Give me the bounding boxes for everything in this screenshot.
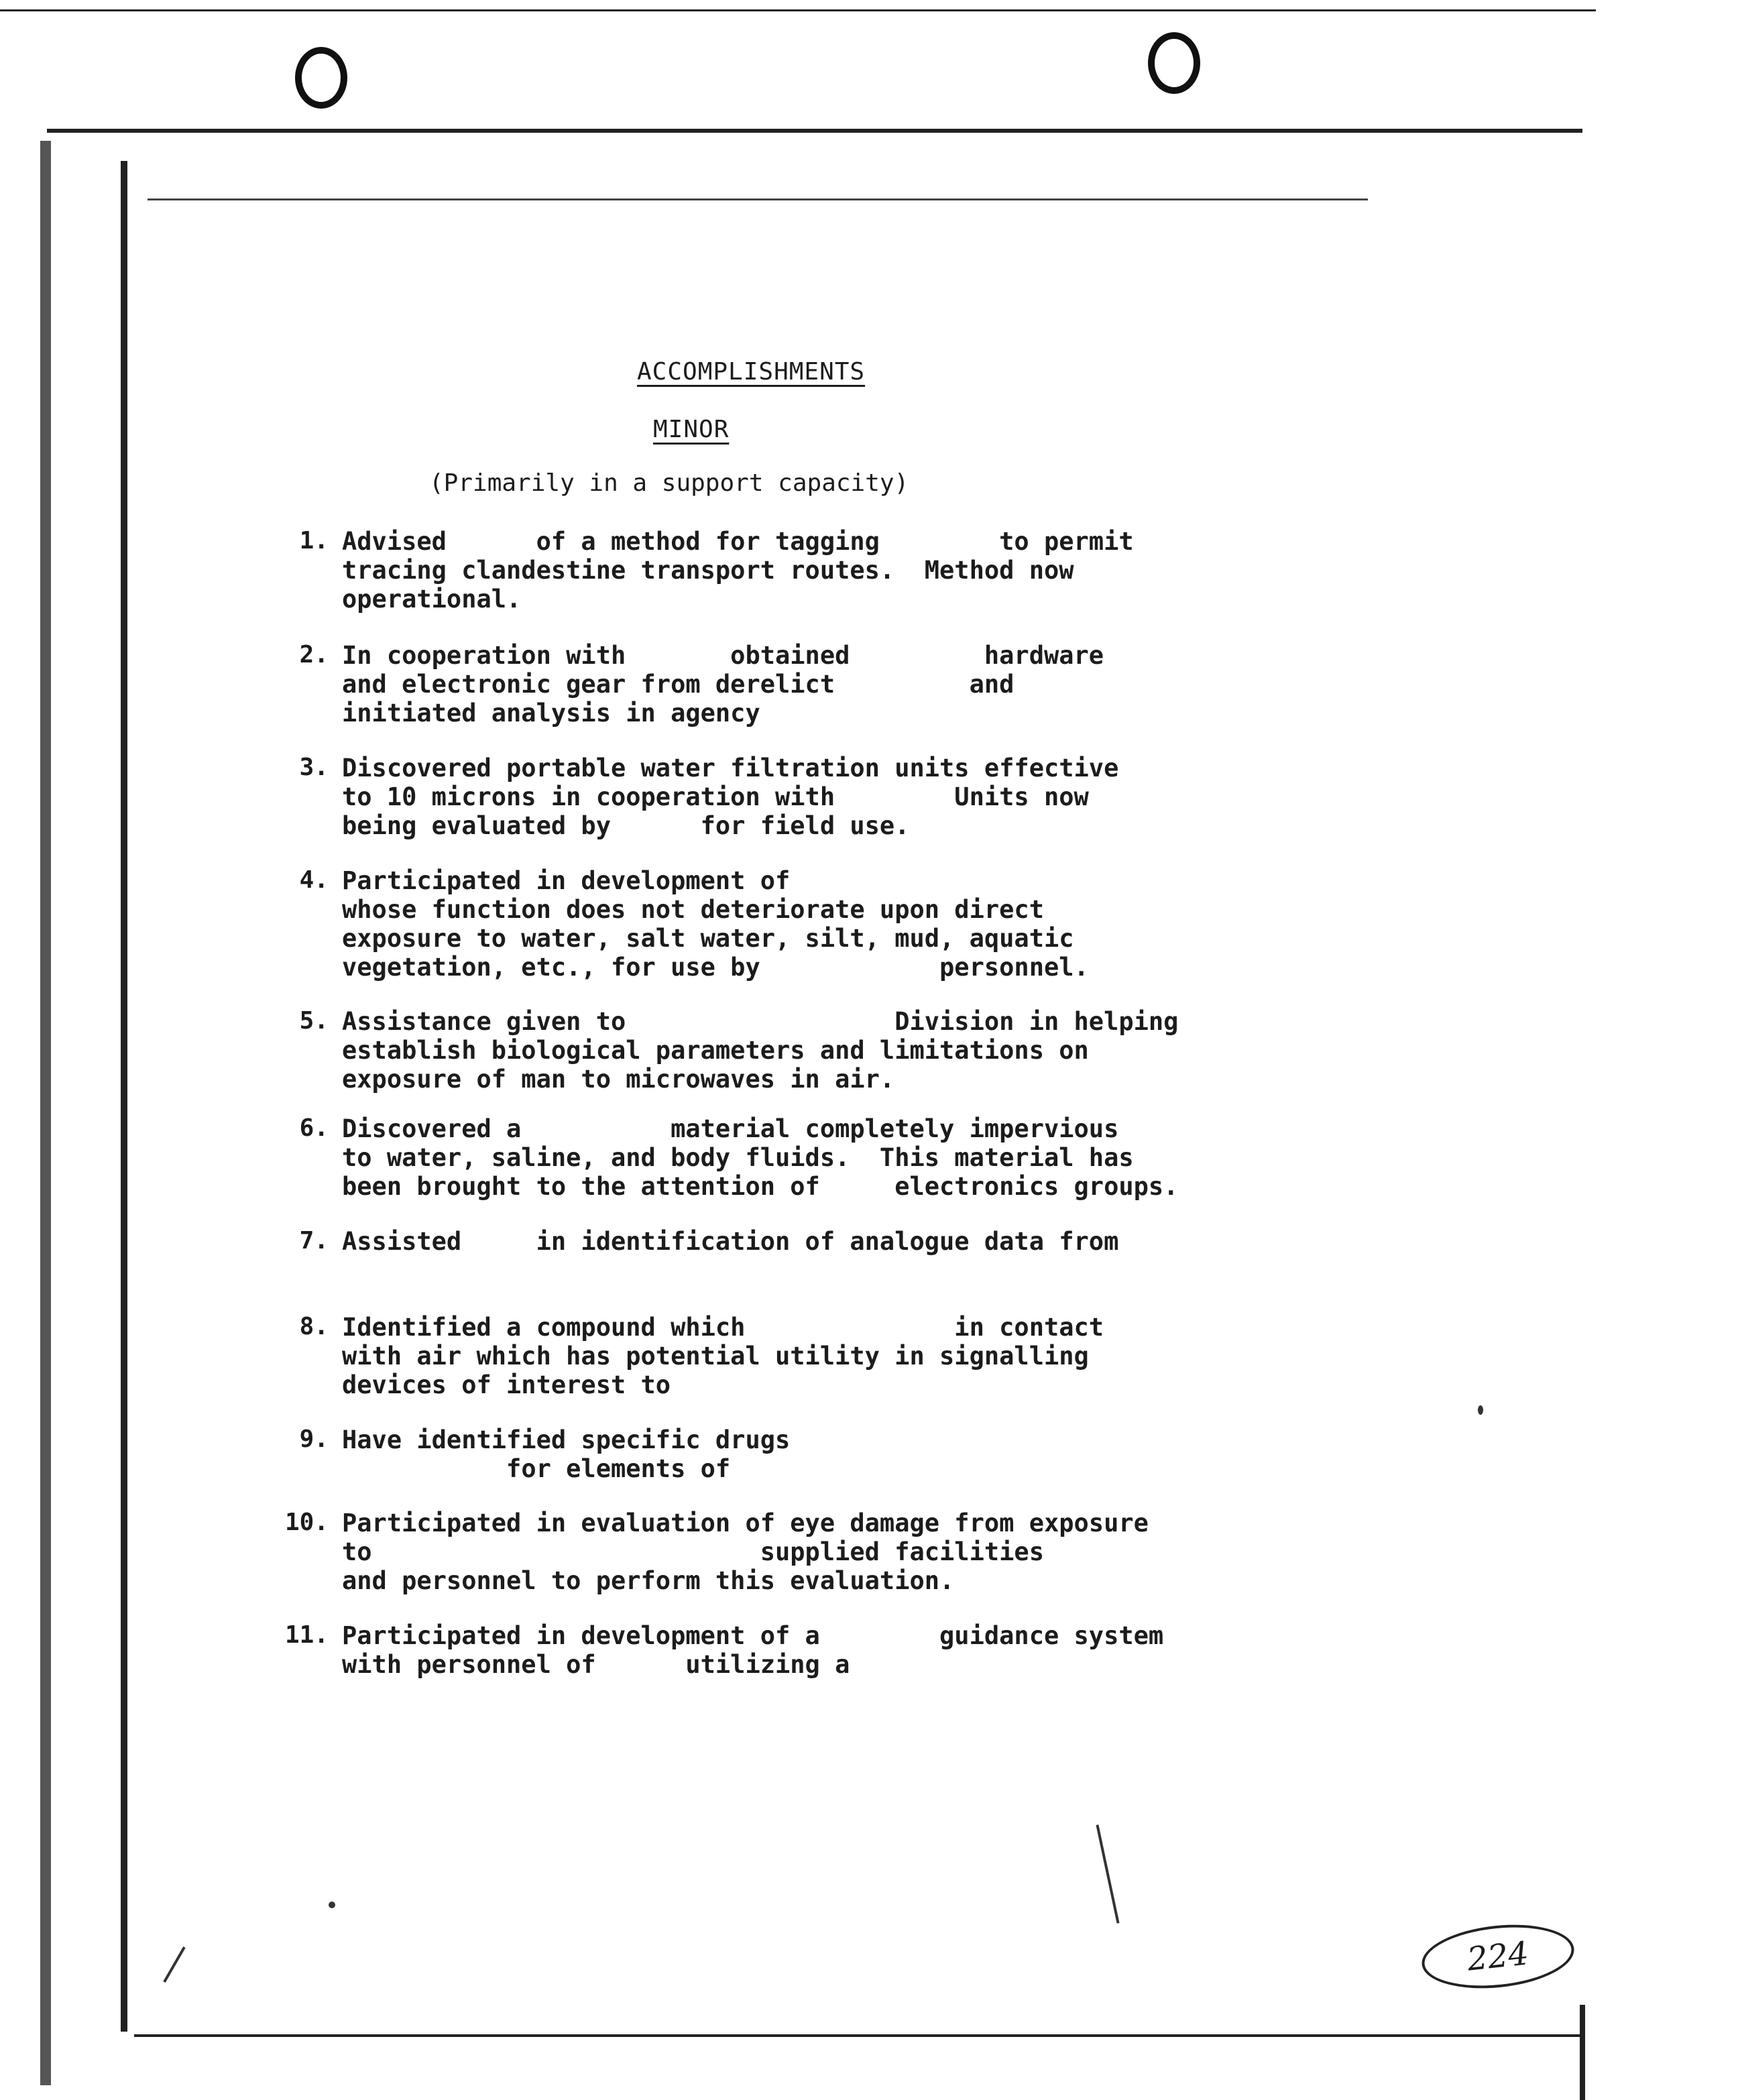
top-rule [0, 9, 1596, 11]
frame-inner-left-rule [121, 161, 127, 2032]
item-text: Discovered portable water filtration units effective to 10 microns in cooperation with Units now being evaluated by for field use. [342, 754, 1119, 840]
item-text: Have identified specific drugs for elements of [342, 1425, 791, 1483]
punch-hole-right [1148, 32, 1200, 94]
punch-hole-left [295, 47, 347, 109]
redaction-line-top [148, 198, 1368, 200]
item-text: Participated in development of whose function does not deteriorate upon direct exposure to water, salt water, silt, mud, aquatic vegetation, etc., for use by personnel. [342, 866, 1089, 982]
speck [329, 1902, 335, 1908]
item-text: Assisted in identification of analogue data from [342, 1227, 1119, 1256]
item-number: 6. [299, 1114, 329, 1142]
item-number: 10. [284, 1509, 329, 1536]
item-number: 1. [299, 527, 329, 555]
item-text: Participated in development of a guidance system with personnel of utilizing a [342, 1621, 1164, 1679]
item-text: In cooperation with obtained hardware and electronic gear from derelict and initiated analysis in agency [342, 641, 1104, 727]
item-number: 3. [299, 754, 329, 781]
item-text: Assistance given to Division in helping establish biological parameters and limitations on exposure of man to microwaves in air. [342, 1007, 1179, 1094]
page-number-stamp: 224 [1419, 1918, 1577, 1995]
item-number: 2. [299, 641, 329, 668]
speck [1478, 1405, 1483, 1415]
document-title: ACCOMPLISHMENTS [637, 358, 866, 386]
item-text: Discovered a material completely impervious to water, saline, and body fluids. This material has been brought to the attention of electronics groups. [342, 1114, 1179, 1201]
item-number: 9. [299, 1425, 329, 1453]
frame-right-mark [1580, 2005, 1585, 2100]
item-number: 4. [299, 866, 329, 894]
item-text: Advised of a method for tagging to permit tracing clandestine transport routes. Method now operational. [342, 527, 1134, 614]
item-text: Identified a compound which in contact with air which has potential utility in signalling devices of interest to [342, 1313, 1104, 1399]
document-subtitle: MINOR [653, 416, 730, 443]
item-number: 5. [299, 1007, 329, 1035]
frame-left-border [40, 141, 51, 2085]
item-number: 7. [299, 1227, 329, 1255]
frame-top-rule [47, 129, 1582, 133]
pen-stroke [163, 1946, 185, 1983]
item-number: 11. [284, 1621, 329, 1649]
item-number: 8. [299, 1313, 329, 1340]
frame-bottom-rule [134, 2034, 1582, 2037]
item-text: Participated in evaluation of eye damage from exposure to supplied facilities and personnel to perform this evaluation. [342, 1509, 1149, 1595]
document-note: (Primarily in a support capacity) [429, 469, 909, 497]
pen-stroke [1096, 1824, 1119, 1924]
